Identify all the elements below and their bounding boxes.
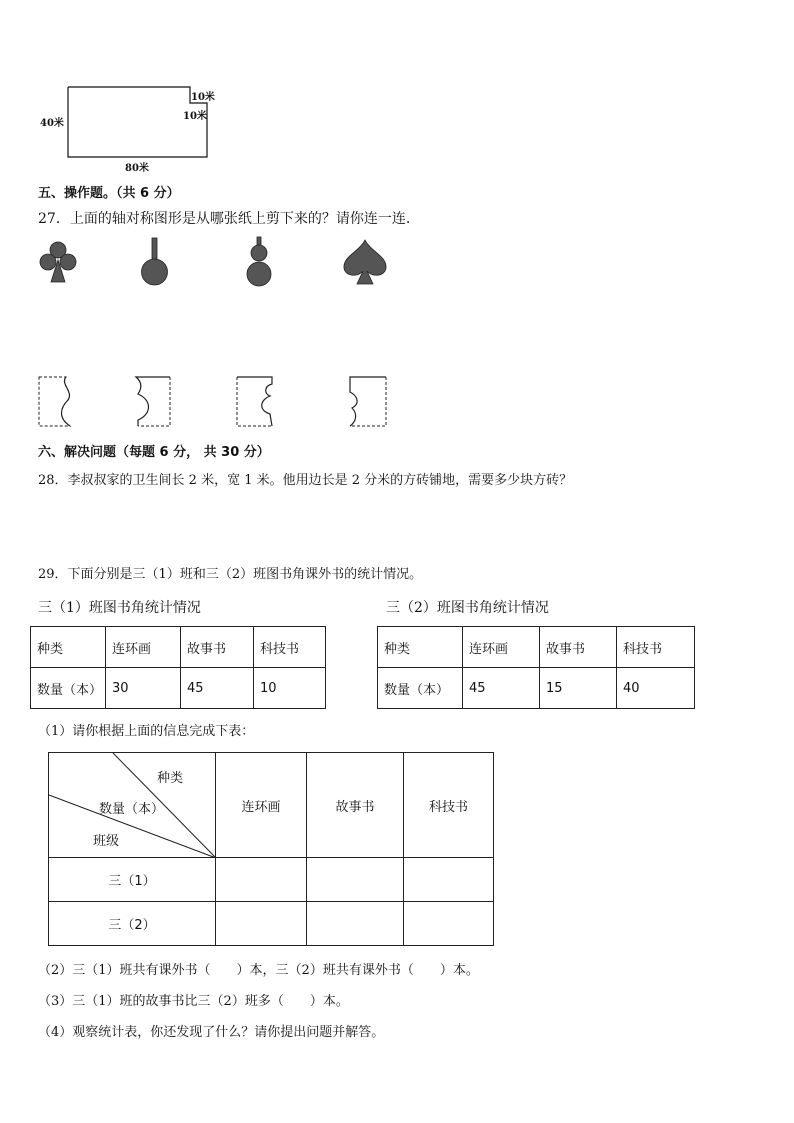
table-cell: 45 xyxy=(181,668,254,709)
class2-stat-table xyxy=(377,626,695,709)
table1-caption: 三（1）班图书角统计情况 xyxy=(38,600,201,616)
folded-paper-4 xyxy=(344,374,390,430)
table-row xyxy=(31,668,326,709)
table-cell: 种类 xyxy=(378,627,463,668)
table-row xyxy=(31,627,326,668)
table-cell: 10 xyxy=(254,668,326,709)
q27-text: 27．上面的轴对称图形是从哪张纸上剪下来的？请你连一连. xyxy=(38,211,411,227)
table-cell: 数量（本） xyxy=(378,668,463,709)
corner-class-label: 班级 xyxy=(93,834,120,849)
table-cell: 故事书 xyxy=(540,627,617,668)
row-header: 三（1） xyxy=(49,858,216,902)
bottom-length-label: 80米 xyxy=(125,163,149,174)
table-row xyxy=(49,753,494,858)
answer-cell[interactable] xyxy=(307,902,404,946)
table-cell: 15 xyxy=(540,668,617,709)
table-row xyxy=(49,858,494,902)
diagonal-header-cell xyxy=(49,753,216,858)
column-header: 故事书 xyxy=(307,753,404,858)
q29-text: 29．下面分别是三（1）班和三（2）班图书角课外书的统计情况。 xyxy=(38,567,423,582)
row-header: 三（2） xyxy=(49,902,216,946)
answer-cell[interactable] xyxy=(216,902,307,946)
answer-cell[interactable] xyxy=(404,858,494,902)
table-cell: 数量（本） xyxy=(31,668,106,709)
q29-sub4: （4）观察统计表，你还发现了什么？请你提出问题并解答。 xyxy=(38,1025,385,1040)
left-length-label: 40米 xyxy=(40,118,64,129)
folded-paper-1 xyxy=(36,374,80,430)
gourd-icon xyxy=(244,236,274,288)
column-header: 科技书 xyxy=(404,753,494,858)
corner-quantity-label: 数量（本） xyxy=(99,802,165,817)
table-cell: 30 xyxy=(106,668,181,709)
answer-cell[interactable] xyxy=(216,858,307,902)
table-row xyxy=(49,902,494,946)
column-header: 连环画 xyxy=(216,753,307,858)
q28-text: 28．李叔叔家的卫生间长 2 米，宽 1 米。他用边长是 2 分米的方砖铺地，需要多少块方砖？ xyxy=(38,473,573,488)
table-cell: 种类 xyxy=(31,627,106,668)
table-cell: 45 xyxy=(463,668,540,709)
q29-sub3: （3）三（1）班的故事书比三（2）班多（ ）本。 xyxy=(38,994,349,1009)
gourd-small-icon xyxy=(140,236,170,288)
q29-sub2: （2）三（1）班共有课外书（ ）本，三（2）班共有课外书（ ）本。 xyxy=(38,963,479,978)
table2-caption: 三（2）班图书角统计情况 xyxy=(386,600,549,616)
answer-cell[interactable] xyxy=(404,902,494,946)
table-cell: 科技书 xyxy=(617,627,695,668)
spade-icon xyxy=(341,238,389,286)
fill-in-table xyxy=(48,752,494,946)
class1-stat-table xyxy=(30,626,326,709)
folded-paper-3 xyxy=(234,374,280,430)
table-row xyxy=(378,668,695,709)
q29-sub1: （1）请你根据上面的信息完成下表： xyxy=(38,724,255,739)
rectangle-figure xyxy=(0,0,794,180)
table-cell: 40 xyxy=(617,668,695,709)
table-cell: 故事书 xyxy=(181,627,254,668)
answer-cell[interactable] xyxy=(307,858,404,902)
notch-top-label: 10米 xyxy=(191,92,215,103)
corner-kind-label: 种类 xyxy=(157,771,184,786)
table-cell: 连环画 xyxy=(106,627,181,668)
club-icon xyxy=(36,240,80,286)
table-row xyxy=(378,627,695,668)
table-cell: 连环画 xyxy=(463,627,540,668)
notch-side-label: 10米 xyxy=(183,111,207,122)
section6-title: 六、解决问题（每题 6 分， 共 30 分） xyxy=(38,445,270,460)
section5-title: 五、操作题。（共 6 分） xyxy=(38,186,180,201)
table-cell: 科技书 xyxy=(254,627,326,668)
folded-paper-2 xyxy=(130,374,176,430)
